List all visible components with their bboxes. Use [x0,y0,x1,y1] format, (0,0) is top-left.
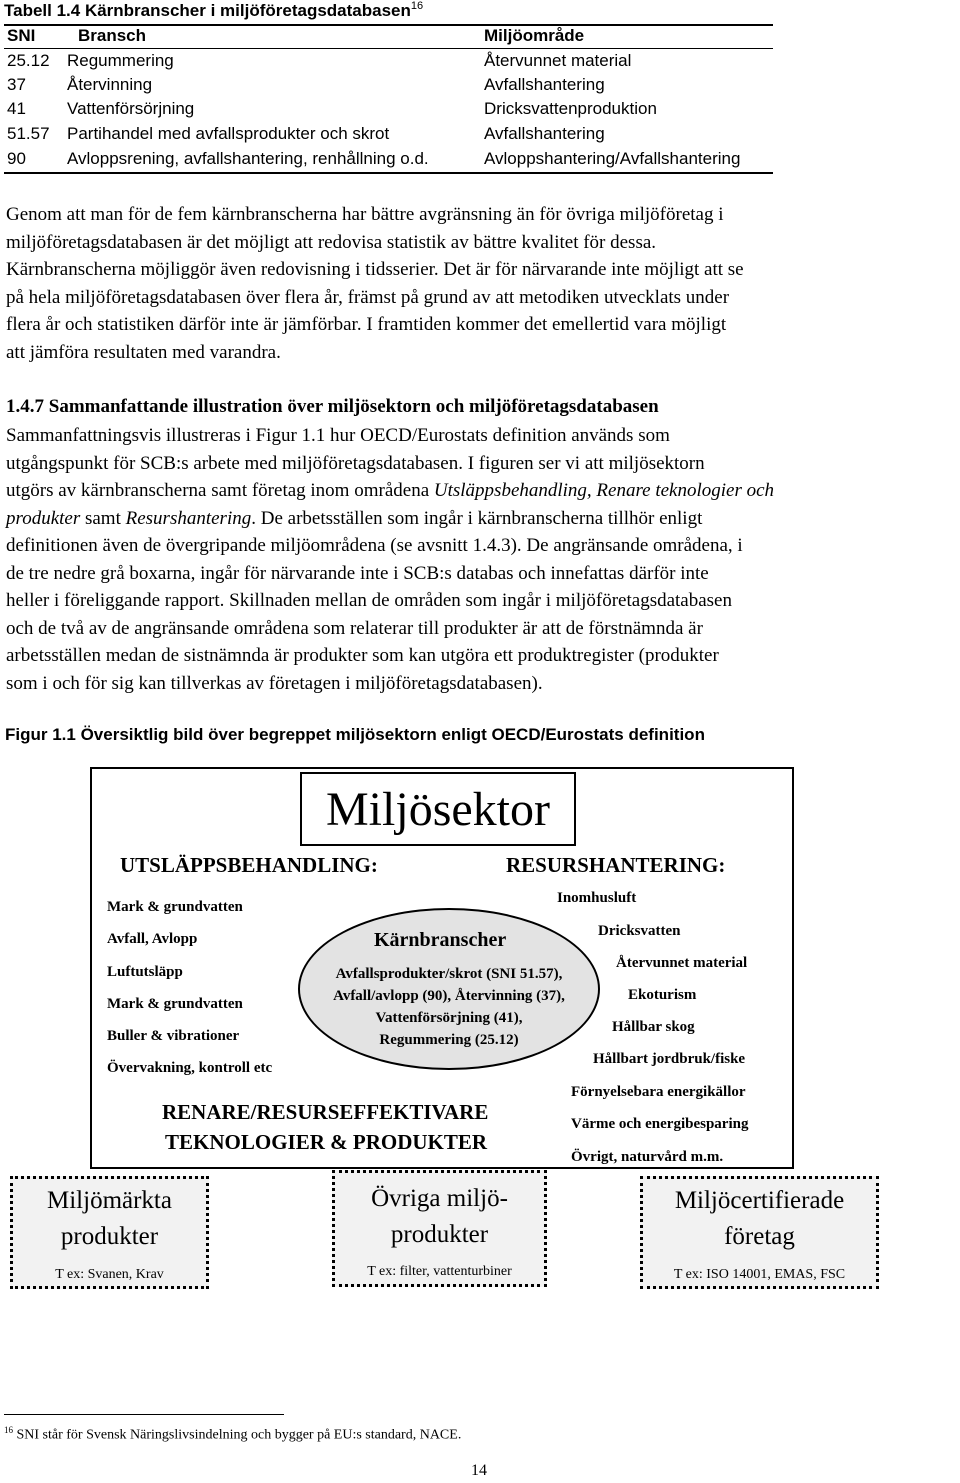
italic-term: produkter [6,507,81,529]
utslapp-item: Luftutsläpp [107,964,183,980]
resurs-item: Inomhusluft [557,890,637,906]
adjacent-box-miljocertifierade [640,1176,879,1289]
table-cell-bransch: Avloppsrening, avfallshantering, renhållning o.d. [67,149,429,168]
adjacent-box-title: Övriga miljö- [371,1185,508,1212]
utslapp-item: Buller & vibrationer [107,1028,240,1044]
resurs-item: Hållbar skog [612,1019,695,1035]
table-title-text: Tabell 1.4 Kärnbranscher i miljöföretagsdatabasen [4,1,411,20]
table-title [4,1,423,21]
text-line: Kärnbranscherna möjliggör även redovisning i tidsserier. Det är för närvarande inte möjligt att se [6,259,744,280]
col-header-miljoomrade: Miljöområde [484,26,585,45]
text-line: miljöföretagsdatabasen är det möjligt att redovisa statistik av bättre kvalitet för dessa. [6,231,657,253]
italic-term: Resurshantering [125,507,252,529]
table-header-rule [4,48,773,49]
text-line [6,477,956,505]
figure-title: Figur 1.1 Översiktlig bild över begreppet miljösektorn enligt OECD/Eurostats definition [5,725,705,744]
resurs-item: Hållbart jordbruk/fiske [593,1051,746,1067]
table-cell-omrade: Avfallshantering [484,124,605,143]
karnbranscher-line: Regummering (25.12) [379,1032,519,1048]
footnote [4,1425,461,1444]
adjacent-box-title: produkter [60,1223,159,1250]
karnbranscher-line: Vattenförsörjning (41), [375,1010,523,1026]
table-cell-sni: 25.12 [7,51,50,70]
text-line: Genom att man för de fem kärnbranscherna har bättre avgränsning än för övriga miljöföretag i [6,204,724,225]
adjacent-box-title: Miljöcertifierade [674,1187,845,1214]
text-line: flera år och statistiken därför inte är jämförbar. I framtiden kommer det emellertid vara möjligt [6,314,727,335]
table-cell-sni: 41 [7,99,26,118]
karnbranscher-title: Kärnbranscher [374,929,507,951]
table-cell-sni: 90 [7,149,26,168]
paragraph-sammanfattning [6,422,956,697]
col-header-bransch: Bransch [78,26,147,45]
text-line: på hela miljöföretagsdatabasen över flera år, främst på grund av att metodiken utvecklats under [6,286,730,308]
adjacent-box-title: produkter [390,1221,489,1248]
text-line: de tre nedre grå boxarna, ingår för närvarande inte i SCB:s databas och innefattas därför inte [6,562,709,584]
resurs-item: Förnyelsebara energikällor [571,1084,746,1100]
resurs-item: Återvunnet material [616,955,748,971]
adjacent-box-miljomarkta [10,1176,209,1289]
resurs-item: Dricksvatten [598,923,681,939]
text-line: att jämföra resultaten med varandra. [6,341,281,363]
text-run: . De arbetsställen som ingår i kärnbranscherna tillhör enligt [251,507,703,529]
resurs-heading: RESURSHANTERING: [506,853,726,877]
text-run: samt [80,507,126,529]
footnote-rule [4,1414,284,1415]
utslapp-heading: UTSLÄPPSBEHANDLING: [120,853,378,877]
adjacent-box-example: T ex: filter, vattenturbiner [367,1264,512,1279]
table-cell-omrade: Avfallshantering [484,75,605,94]
adjacent-box-title: Miljömärkta [47,1187,172,1214]
text-line: Sammanfattningsvis illustreras i Figur 1.1 hur OECD/Eurostats definition används som [6,425,670,446]
text-line: och de två av de angränsande områdena som relaterar till produkter är att de förstnämnda är [6,617,703,639]
adjacent-box-example: T ex: ISO 14001, EMAS, FSC [673,1267,846,1282]
resurs-item: Ekoturism [628,987,697,1003]
text-line [6,505,956,533]
karnbranscher-line: Avfallsprodukter/skrot (SNI 51.57), [335,966,563,982]
paragraph-karnbranscher [6,201,956,366]
text-line: arbetsställen medan de sistnämnda är produkter som kan utgöra ett produktregister (produkter [6,645,719,666]
utslapp-item: Avfall, Avlopp [107,931,198,947]
col-header-sni: SNI [7,26,36,45]
adjacent-box-example: T ex: Svanen, Krav [55,1267,164,1282]
utslapp-item: Mark & grundvatten [107,996,243,1012]
resurs-item: Övrigt, naturvård m.m. [571,1149,724,1165]
table-cell-omrade: Återvunnet material [484,51,632,70]
page-number: 14 [471,1462,487,1479]
text-line: heller i föreliggande rapport. Skillnaden mellan de områden som ingår i miljöföretagsdatabasen [6,590,732,611]
table-cell-omrade: Dricksvattenproduktion [484,99,657,118]
footnote-number: 16 [4,1425,13,1435]
text-line: definitionen även de övergripande miljöområdena (se avsnitt 1.4.3). De angränsande områdena, i [6,535,743,556]
text-run: utgörs av kärnbranscherna samt företag inom områdena [6,480,434,501]
renare-heading-line2: TEKNOLOGIER & PRODUKTER [165,1130,488,1154]
table-cell-sni: 51.57 [7,124,50,143]
table-cell-bransch: Återvinning [67,75,153,94]
italic-term: Utsläppsbehandling, Renare teknologier och [433,480,775,501]
footnote-ref: 16 [410,0,424,12]
table-cell-bransch: Regummering [67,51,174,70]
table-cell-bransch: Vattenförsörjning [67,99,195,118]
table-bottom-rule [4,172,773,174]
table-cell-sni: 37 [7,75,26,94]
text-line: som i och för sig kan tillverkas av företagen i miljöföretagsdatabasen). [6,672,543,694]
table-cell-omrade: Avloppshantering/Avfallshantering [484,149,741,168]
section-heading: 1.4.7 Sammanfattande illustration över miljösektorn och miljöföretagsdatabasen [6,396,659,417]
adjacent-box-title: företag [724,1223,795,1250]
adjacent-box-ovriga [332,1170,547,1287]
utslapp-item: Mark & grundvatten [107,899,243,915]
karnbranscher-line: Avfall/avlopp (90), Återvinning (37), [333,988,565,1004]
utslapp-item: Övervakning, kontroll etc [107,1060,273,1076]
resurs-item: Värme och energibesparing [571,1116,749,1132]
text-line: utgångspunkt för SCB:s arbete med miljöföretagsdatabasen. I figuren ser vi att miljösektorn [6,452,705,474]
miljosektor-title: Miljösektor [300,772,576,846]
footnote-text: SNI står för Svensk Näringslivsindelning och bygger på EU:s standard, NACE. [16,1427,462,1443]
table-cell-bransch: Partihandel med avfallsprodukter och skrot [67,124,390,143]
renare-heading-line1: RENARE/RESURSEFFEKTIVARE [162,1100,489,1124]
